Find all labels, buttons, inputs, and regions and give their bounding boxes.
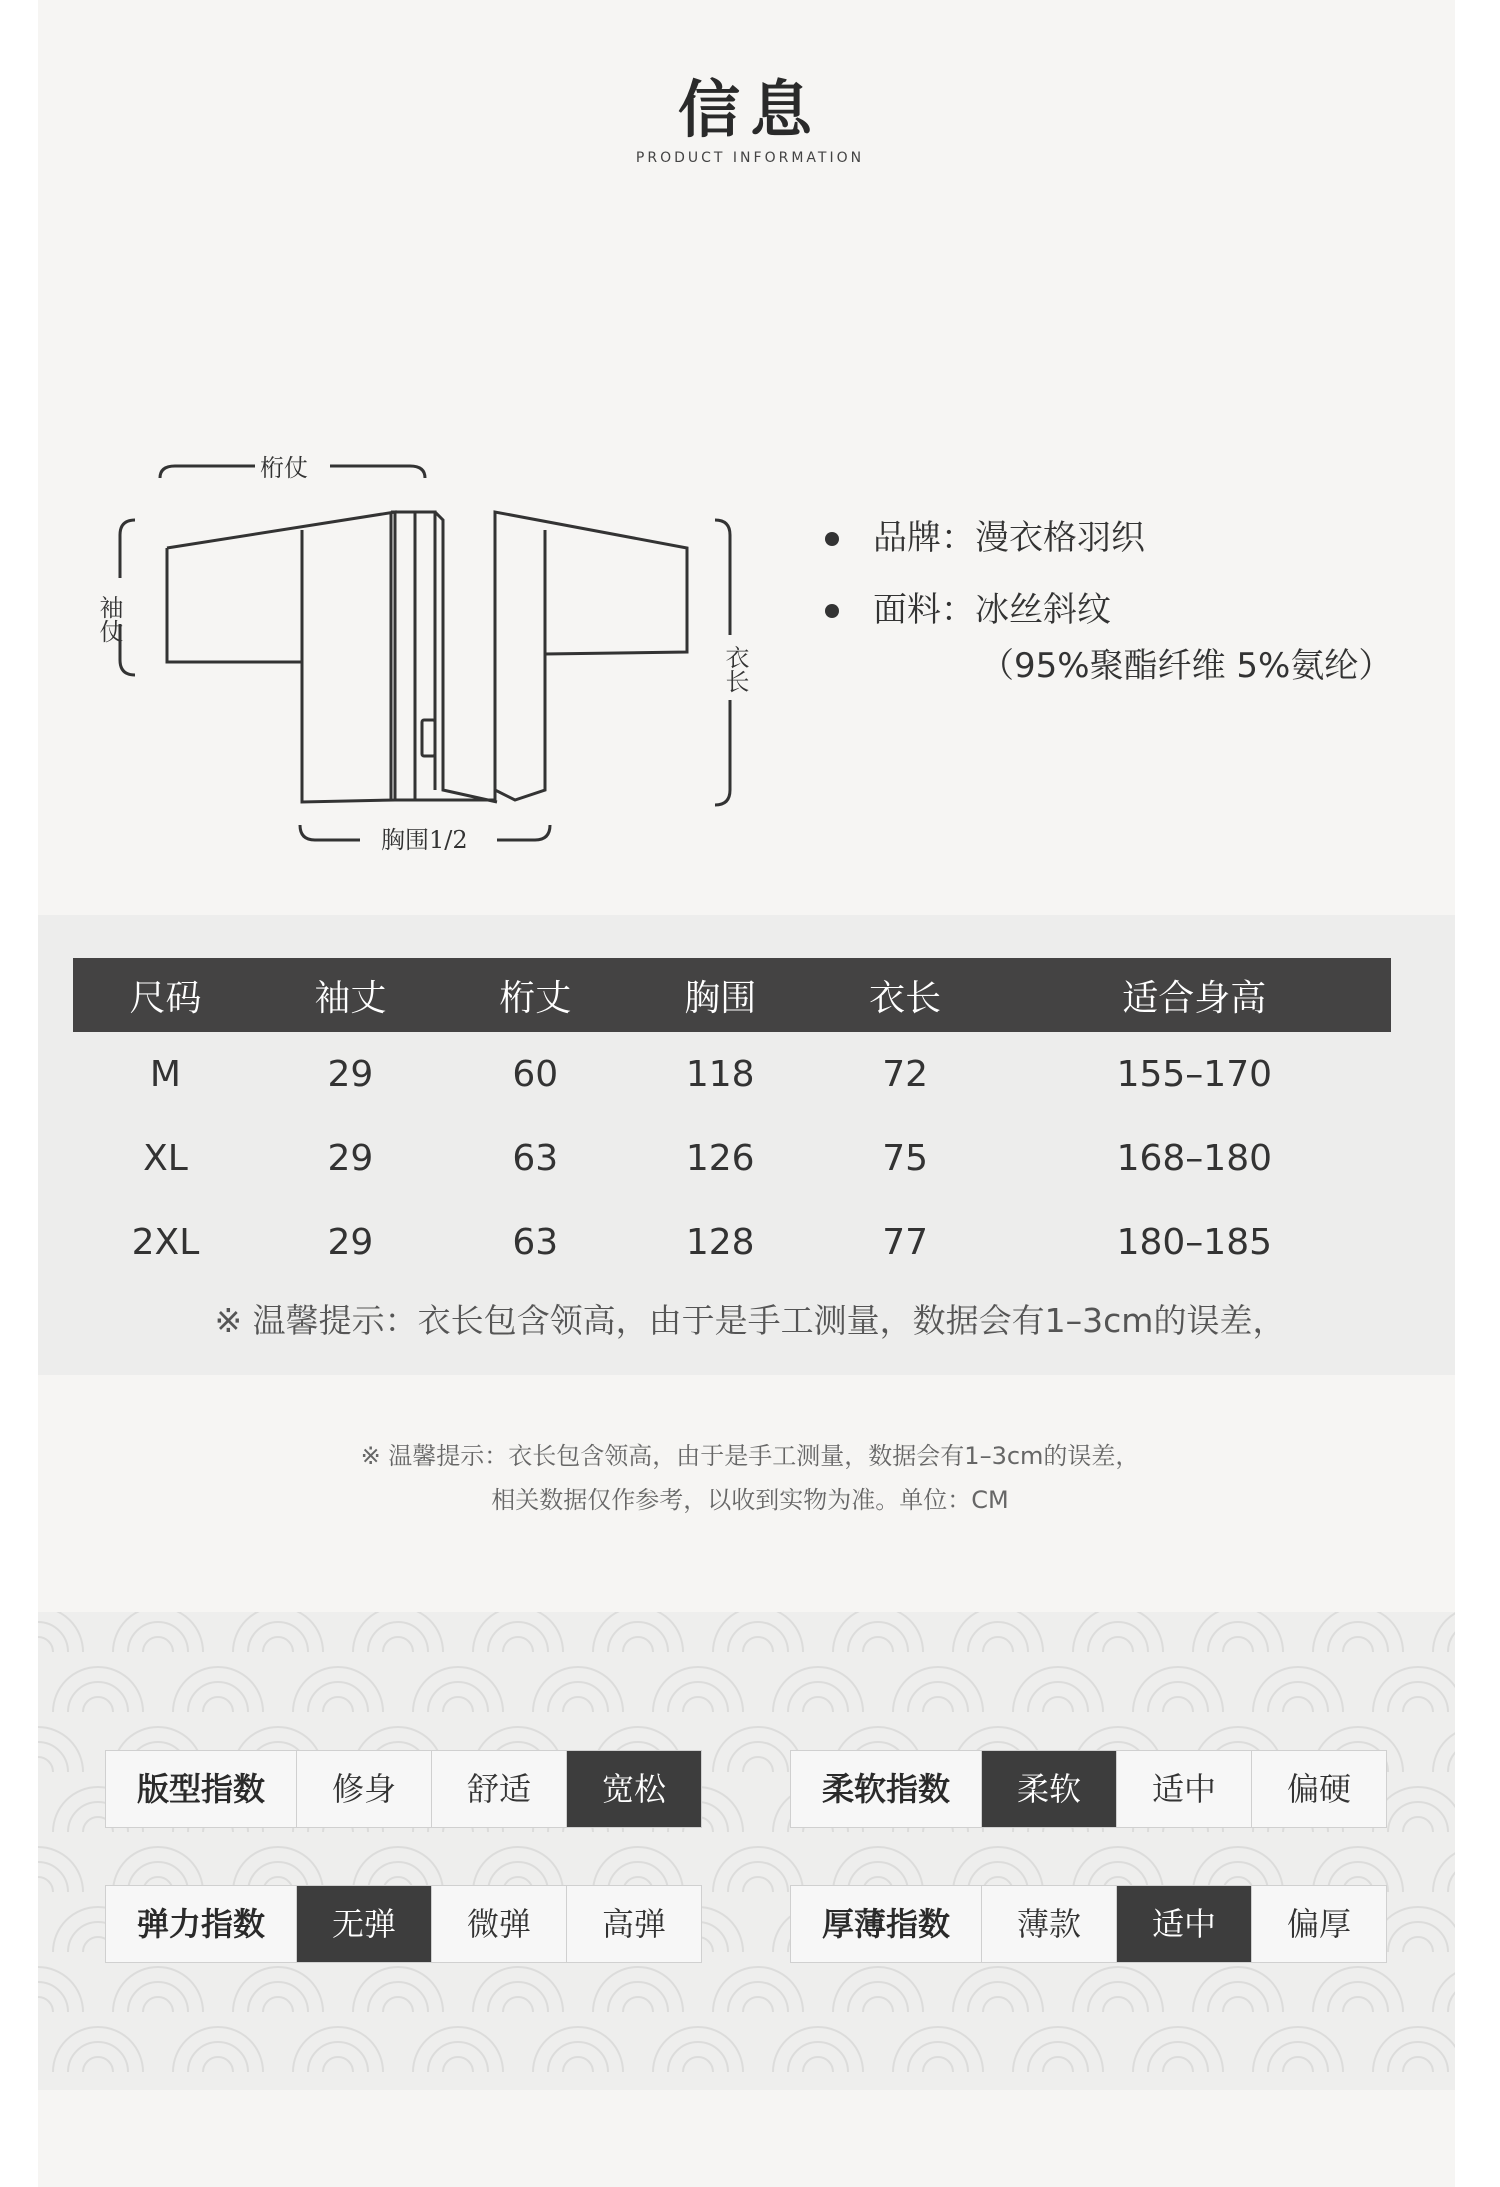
wave-arc bbox=[833, 1612, 923, 1652]
table-cell: 128 bbox=[685, 1221, 755, 1263]
table-cell: M bbox=[149, 1053, 181, 1095]
wave-arc bbox=[263, 1637, 293, 1652]
wave-arc bbox=[233, 1967, 323, 2012]
wave-arc bbox=[1283, 1697, 1313, 1712]
wave-arc bbox=[1283, 2057, 1313, 2072]
elasticity-index bbox=[105, 1885, 702, 1963]
collar-outline bbox=[391, 512, 497, 802]
header-cell: 衣长 bbox=[813, 958, 998, 1032]
wave-arc bbox=[743, 1757, 773, 1772]
thickness-option: 薄款 bbox=[981, 1886, 1116, 1962]
product-info bbox=[825, 512, 1392, 686]
table-cell: 29 bbox=[327, 1053, 374, 1095]
table-cell: 60 bbox=[512, 1053, 559, 1095]
wave-arc bbox=[683, 1697, 713, 1712]
wave-arc bbox=[653, 2027, 743, 2072]
wave-arc bbox=[713, 1612, 803, 1652]
wave-arc bbox=[923, 1697, 953, 1712]
wave-arc bbox=[683, 2057, 713, 2072]
wave-arc bbox=[983, 1997, 1013, 2012]
bullet-icon bbox=[825, 604, 839, 618]
table-cell: 2XL bbox=[131, 1221, 200, 1263]
wave-arc bbox=[1448, 1742, 1455, 1772]
wave-arc bbox=[1313, 1967, 1403, 2012]
header-cell: 尺码 bbox=[73, 958, 258, 1032]
wave-arc bbox=[203, 2057, 233, 2072]
wave-arc bbox=[773, 1667, 863, 1712]
table-cell: 126 bbox=[685, 1137, 755, 1179]
wave-arc bbox=[323, 1697, 353, 1712]
wave-arc bbox=[1313, 1612, 1403, 1652]
wave-arc bbox=[1373, 1667, 1455, 1712]
wave-arc bbox=[953, 1612, 1043, 1652]
wave-arc bbox=[1073, 1967, 1163, 2012]
size-table-header bbox=[73, 958, 1391, 1032]
wave-arc bbox=[113, 1612, 203, 1652]
page-title: 信息 bbox=[677, 73, 822, 146]
table-cell: 168–180 bbox=[1116, 1137, 1273, 1179]
wave-arc bbox=[1403, 2057, 1433, 2072]
wave-arc bbox=[353, 1612, 443, 1652]
wave-arc bbox=[1013, 2027, 1103, 2072]
wave-arc bbox=[743, 1877, 773, 1892]
wave-arc bbox=[1343, 1637, 1373, 1652]
wave-arc bbox=[983, 1637, 1013, 1652]
wave-arc bbox=[503, 1637, 533, 1652]
table-cell: XL bbox=[143, 1137, 188, 1179]
fabric-text: 面料：冰丝斜纹 bbox=[873, 590, 1111, 630]
wave-arc bbox=[563, 2057, 593, 2072]
fit-option: 宽松 bbox=[566, 1751, 701, 1827]
wave-arc bbox=[623, 1637, 653, 1652]
wave-arc bbox=[53, 1667, 143, 1712]
wave-arc bbox=[173, 2027, 263, 2072]
wave-arc bbox=[863, 1637, 893, 1652]
wave-arc bbox=[323, 2057, 353, 2072]
table-cell: 75 bbox=[882, 1137, 929, 1179]
garment-diagram bbox=[95, 430, 775, 870]
wave-arc bbox=[743, 1637, 773, 1652]
wave-arc bbox=[1448, 1622, 1455, 1652]
table-cell: 72 bbox=[882, 1053, 929, 1095]
wave-arc bbox=[1103, 1997, 1133, 2012]
wave-arc bbox=[743, 1997, 773, 2012]
table-cell: 63 bbox=[512, 1137, 559, 1179]
wave-arc bbox=[473, 1612, 563, 1652]
wave-arc bbox=[833, 1967, 923, 2012]
wave-arc bbox=[563, 1697, 593, 1712]
wave-arc bbox=[803, 2057, 833, 2072]
wave-arc bbox=[533, 1667, 623, 1712]
wave-arc bbox=[1433, 1847, 1455, 1892]
wave-arc bbox=[1133, 2027, 1223, 2072]
thickness-option: 适中 bbox=[1116, 1886, 1251, 1962]
wave-arc bbox=[1103, 1637, 1133, 1652]
wave-arc bbox=[533, 2027, 623, 2072]
wave-arc bbox=[1013, 1667, 1103, 1712]
header-cell: 桁丈 bbox=[443, 958, 628, 1032]
page-subtitle: PRODUCT INFORMATION bbox=[635, 150, 865, 166]
wave-arc bbox=[203, 1697, 233, 1712]
wave-arc bbox=[443, 1697, 473, 1712]
tag-rect bbox=[422, 720, 435, 756]
wave-arc bbox=[1403, 1817, 1433, 1832]
wave-arc bbox=[803, 1697, 833, 1712]
wave-arc bbox=[1448, 1862, 1455, 1892]
brand-text: 品牌：漫衣格羽织 bbox=[873, 518, 1145, 558]
wave-arc bbox=[593, 1612, 683, 1652]
wave-arc bbox=[413, 2027, 503, 2072]
wave-arc bbox=[1448, 1982, 1455, 2012]
wave-arc bbox=[893, 1667, 983, 1712]
wave-arc bbox=[143, 1997, 173, 2012]
table-cell: 180–185 bbox=[1116, 1221, 1273, 1263]
wave-pattern bbox=[38, 1612, 1455, 2090]
wave-arc bbox=[863, 1997, 893, 2012]
softness-option: 偏硬 bbox=[1251, 1751, 1386, 1827]
wave-arc bbox=[473, 1967, 563, 2012]
wave-arc bbox=[1133, 1667, 1223, 1712]
wave-arc bbox=[293, 1667, 383, 1712]
thickness-index-label: 厚薄指数 bbox=[821, 1905, 950, 1943]
header-cell: 胸围 bbox=[628, 958, 813, 1032]
wave-arc bbox=[38, 1727, 83, 1772]
index-band bbox=[38, 1612, 1455, 2090]
wave-arc bbox=[443, 2057, 473, 2072]
wave-arc bbox=[1223, 1997, 1253, 2012]
fit-index-label: 版型指数 bbox=[136, 1770, 265, 1808]
wave-arc bbox=[1163, 1697, 1193, 1712]
header-cell: 袖丈 bbox=[258, 958, 443, 1032]
tips-line-1: ※ 温馨提示：衣长包含领高，由于是手工测量，数据会有1–3cm的误差， bbox=[360, 1442, 1140, 1470]
measurement-tips bbox=[0, 1434, 1500, 1522]
fabric-composition: （95%聚酯纤维 5%氨纶） bbox=[980, 646, 1393, 686]
wave-arc bbox=[293, 2027, 383, 2072]
wave-arc bbox=[1073, 1612, 1163, 1652]
wave-arc bbox=[1163, 2057, 1193, 2072]
brand-row bbox=[825, 512, 1392, 584]
wave-arc bbox=[1343, 1997, 1373, 2012]
wave-arc bbox=[143, 1637, 173, 1652]
header-cell: 适合身高 bbox=[998, 958, 1391, 1032]
wave-arc bbox=[38, 1967, 83, 2012]
softness-index-label: 柔软指数 bbox=[821, 1770, 950, 1808]
wave-arc bbox=[773, 2027, 863, 2072]
wave-arc bbox=[953, 1967, 1043, 2012]
wave-arc bbox=[383, 1637, 413, 1652]
fit-option: 修身 bbox=[296, 1751, 431, 1827]
wave-arc bbox=[1253, 2027, 1343, 2072]
wave-arc bbox=[1433, 1967, 1455, 2012]
size-table bbox=[73, 958, 1391, 1284]
shoulder-label: 桁仗 bbox=[260, 454, 308, 482]
fit-index bbox=[105, 1750, 702, 1828]
wave-arc bbox=[923, 2057, 953, 2072]
wave-arc bbox=[38, 1637, 53, 1652]
wave-arc bbox=[1193, 1967, 1283, 2012]
lapel-line bbox=[415, 512, 435, 790]
wave-arc bbox=[1253, 1667, 1343, 1712]
wave-arc bbox=[53, 2027, 143, 2072]
wave-arc bbox=[38, 1877, 53, 1892]
table-cell: 29 bbox=[327, 1137, 374, 1179]
tips-line-2: 相关数据仅作参考，以收到实物为准。单位：CM bbox=[491, 1486, 1009, 1514]
wave-arc bbox=[1193, 1612, 1283, 1652]
length-label: 衣长 bbox=[721, 645, 749, 693]
elasticity-option: 高弹 bbox=[566, 1886, 701, 1962]
wave-arc bbox=[1433, 1727, 1455, 1772]
wave-arc bbox=[593, 1967, 683, 2012]
table-cell: 118 bbox=[685, 1053, 755, 1095]
wave-arc bbox=[1403, 1937, 1433, 1952]
table-cell: 155–170 bbox=[1116, 1053, 1273, 1095]
wave-arc bbox=[413, 1667, 503, 1712]
wave-arc bbox=[1223, 1637, 1253, 1652]
table-row bbox=[73, 1200, 1391, 1284]
wave-arc bbox=[1043, 1697, 1073, 1712]
fabric-row bbox=[825, 584, 1392, 656]
table-row bbox=[73, 1116, 1391, 1200]
wave-arc bbox=[113, 1967, 203, 2012]
wave-arc bbox=[1403, 1697, 1433, 1712]
elasticity-index-label: 弹力指数 bbox=[136, 1905, 265, 1943]
wave-arc bbox=[38, 1847, 83, 1892]
wave-arc bbox=[653, 1667, 743, 1712]
wave-arc bbox=[83, 2057, 113, 2072]
wave-arc bbox=[383, 1997, 413, 2012]
chest-label: 胸围1/2 bbox=[381, 826, 468, 854]
wave-arc bbox=[353, 1967, 443, 2012]
wave-arc bbox=[233, 1612, 323, 1652]
elasticity-option: 无弹 bbox=[296, 1886, 431, 1962]
softness-option: 柔软 bbox=[981, 1751, 1116, 1827]
wave-arc bbox=[83, 1697, 113, 1712]
table-cell: 77 bbox=[882, 1221, 929, 1263]
softness-index bbox=[790, 1750, 1387, 1828]
table-row bbox=[73, 1032, 1391, 1116]
garment-svg bbox=[95, 430, 775, 870]
wave-arc bbox=[1373, 2027, 1455, 2072]
bullet-icon bbox=[825, 532, 839, 546]
elasticity-option: 微弹 bbox=[431, 1886, 566, 1962]
thickness-index bbox=[790, 1885, 1387, 1963]
softness-option: 适中 bbox=[1116, 1751, 1251, 1827]
wave-arc bbox=[503, 1997, 533, 2012]
table-cell: 29 bbox=[327, 1221, 374, 1263]
table-cell: 63 bbox=[512, 1221, 559, 1263]
wave-arc bbox=[1043, 2057, 1073, 2072]
wave-arc bbox=[1433, 1612, 1455, 1652]
sleeve-label: 袖仗 bbox=[95, 595, 123, 643]
wave-arc bbox=[38, 1997, 53, 2012]
size-table-note: ※ 温馨提示：衣长包含领高，由于是手工测量，数据会有1–3cm的误差， bbox=[214, 1301, 1286, 1340]
wave-arc bbox=[623, 1997, 653, 2012]
wave-arc bbox=[38, 1757, 53, 1772]
fit-option: 舒适 bbox=[431, 1751, 566, 1827]
wave-arc bbox=[173, 1667, 263, 1712]
wave-arc bbox=[263, 1997, 293, 2012]
wave-arc bbox=[893, 2027, 983, 2072]
garment-outline bbox=[167, 512, 687, 802]
thickness-option: 偏厚 bbox=[1251, 1886, 1386, 1962]
wave-arc bbox=[713, 1967, 803, 2012]
